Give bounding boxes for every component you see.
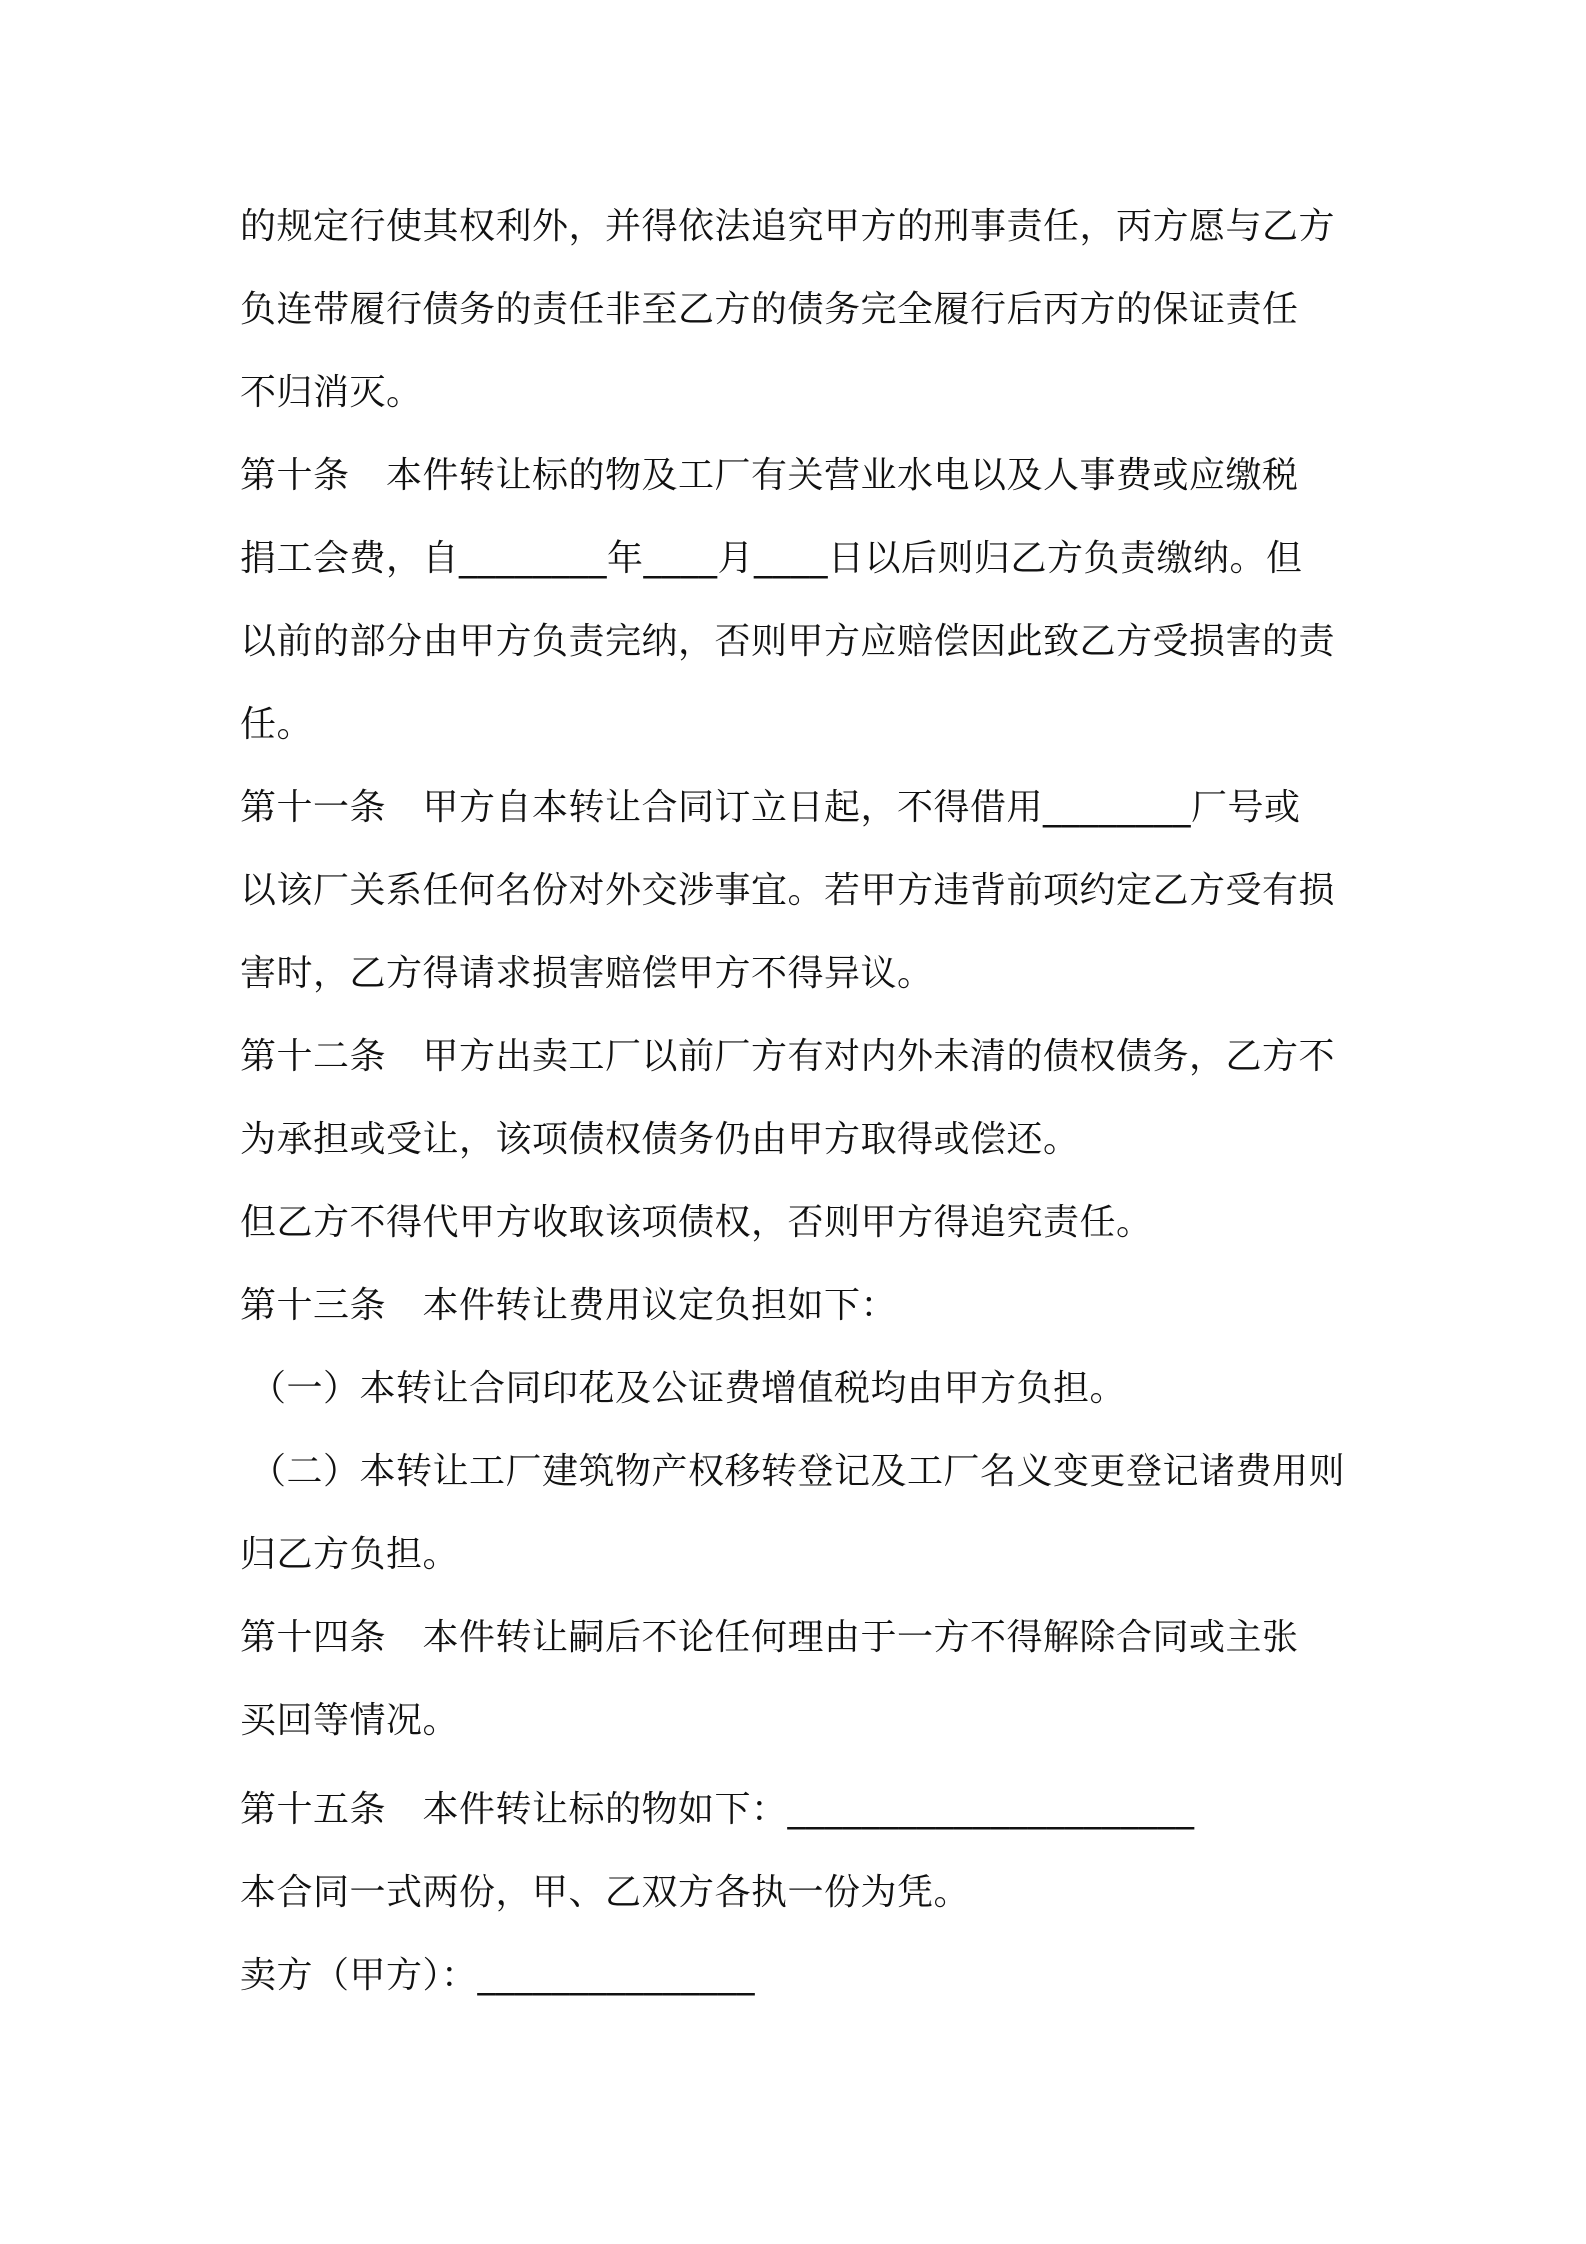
article-13-item-2: （二）本转让工厂建筑物产权移转登记及工厂名义变更登记诸费用则 [250, 1451, 1346, 1492]
text-line: 的规定行使其权利外，并得依法追究甲方的刑事责任，丙方愿与乙方 [240, 206, 1336, 247]
text-line: 不归消灭。 [240, 372, 423, 413]
text-line: 归乙方负担。 [240, 1534, 460, 1575]
article-12: 第十二条 甲方出卖工厂以前厂方有对内外未清的债权债务，乙方不 [240, 1036, 1336, 1077]
text-line: 捐工会费，自________年____月____日以后则归乙方负责缴纳。但 [240, 538, 1303, 579]
text-line: 以前的部分由甲方负责完纳，否则甲方应赔偿因此致乙方受损害的责 [240, 621, 1336, 662]
text-line: 害时，乙方得请求损害赔偿甲方不得异议。 [240, 953, 934, 994]
text-line: 但乙方不得代甲方收取该项债权，否则甲方得追究责任。 [240, 1202, 1153, 1243]
article-13: 第十三条 本件转让费用议定负担如下： [240, 1285, 898, 1326]
article-13-item-1: （一）本转让合同印花及公证费增值税均由甲方负担。 [250, 1368, 1127, 1409]
copies-statement: 本合同一式两份，甲、乙双方各执一份为凭。 [240, 1872, 971, 1913]
article-15: 第十五条 本件转让标的物如下：______________________ [240, 1789, 1195, 1830]
article-11: 第十一条 甲方自本转让合同订立日起，不得借用________厂号或 [240, 787, 1301, 828]
text-line: 买回等情况。 [240, 1700, 460, 1741]
seller-signature-line: 卖方（甲方）：_______________ [240, 1955, 756, 1996]
text-line: 负连带履行债务的责任非至乙方的债务完全履行后丙方的保证责任 [240, 289, 1299, 330]
article-14: 第十四条 本件转让嗣后不论任何理由于一方不得解除合同或主张 [240, 1617, 1299, 1658]
text-line: 以该厂关系任何名份对外交涉事宜。若甲方违背前项约定乙方受有损 [240, 870, 1336, 911]
text-line: 为承担或受让，该项债权债务仍由甲方取得或偿还。 [240, 1119, 1080, 1160]
article-10: 第十条 本件转让标的物及工厂有关营业水电以及人事费或应缴税 [240, 455, 1299, 496]
text-line: 任。 [240, 704, 314, 745]
